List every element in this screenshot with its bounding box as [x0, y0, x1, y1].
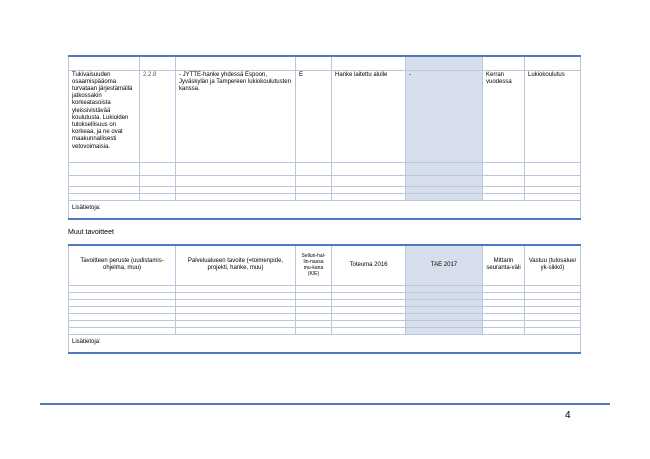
header-outcome: Toteuma 2016: [332, 245, 406, 285]
header-tae: TAE 2017: [406, 245, 483, 285]
goal-tae: -: [406, 70, 483, 162]
goal-responsible: Lukiokoulutus: [525, 70, 581, 162]
header-service-goal: Palvelualueen tavoite (=toimenpide, projekti, hanke, muu): [176, 245, 296, 285]
table-row: [69, 299, 581, 306]
table-row: [69, 292, 581, 299]
table-row: [69, 193, 581, 200]
table-row: [69, 175, 581, 186]
header-inclusion: Sellun-hal-lin-nassa mu-kana (K/E): [296, 245, 332, 285]
goal-code: 2.2.8: [140, 70, 176, 162]
goal-action: - JYTTE-hanke yhdessä Espoon, Jyväskylän ja Tampereen lukiokoulutusten kanssa.: [176, 70, 296, 162]
info-field: Lisätietoja:: [69, 334, 581, 353]
table-row: [69, 162, 581, 175]
table-row: [69, 320, 581, 327]
info-field: Lisätietoja:: [69, 200, 581, 219]
goal-description: Tukivaisuuden osaamispääoma turvataan järjestämällä jatkossakin korkeatasoista yleissivistävää koulutusta. Lukioiden tuloksellisuus on korkeaa, ja ne ovat maakunnallisesti vetovoimaisia.: [69, 70, 140, 162]
table-row: [69, 70, 581, 162]
goals-table: [68, 55, 581, 220]
other-goals-table: [68, 244, 581, 354]
table-row: [69, 313, 581, 320]
goal-interval: Kerran vuodessa: [483, 70, 525, 162]
goal-result: Hanke laitettu alulle: [332, 70, 406, 162]
section-title: Muut tavoitteet: [68, 229, 114, 236]
table-row: [69, 285, 581, 292]
page-number: 4: [565, 410, 571, 421]
table-header-row: [69, 245, 581, 285]
table-row: [69, 306, 581, 313]
footer-divider: [40, 403, 610, 405]
goal-status: E: [296, 70, 332, 162]
table-row: [69, 186, 581, 193]
table-header-row: [69, 56, 581, 70]
table-row: [69, 327, 581, 334]
header-responsible: Vastuu (tulosalue/ yk-sikkö): [525, 245, 581, 285]
header-interval: Mittarin seuranta-väli: [483, 245, 525, 285]
header-goal-basis: Tavoitteen peruste (uudistamis-ohjelma, muu): [69, 245, 176, 285]
